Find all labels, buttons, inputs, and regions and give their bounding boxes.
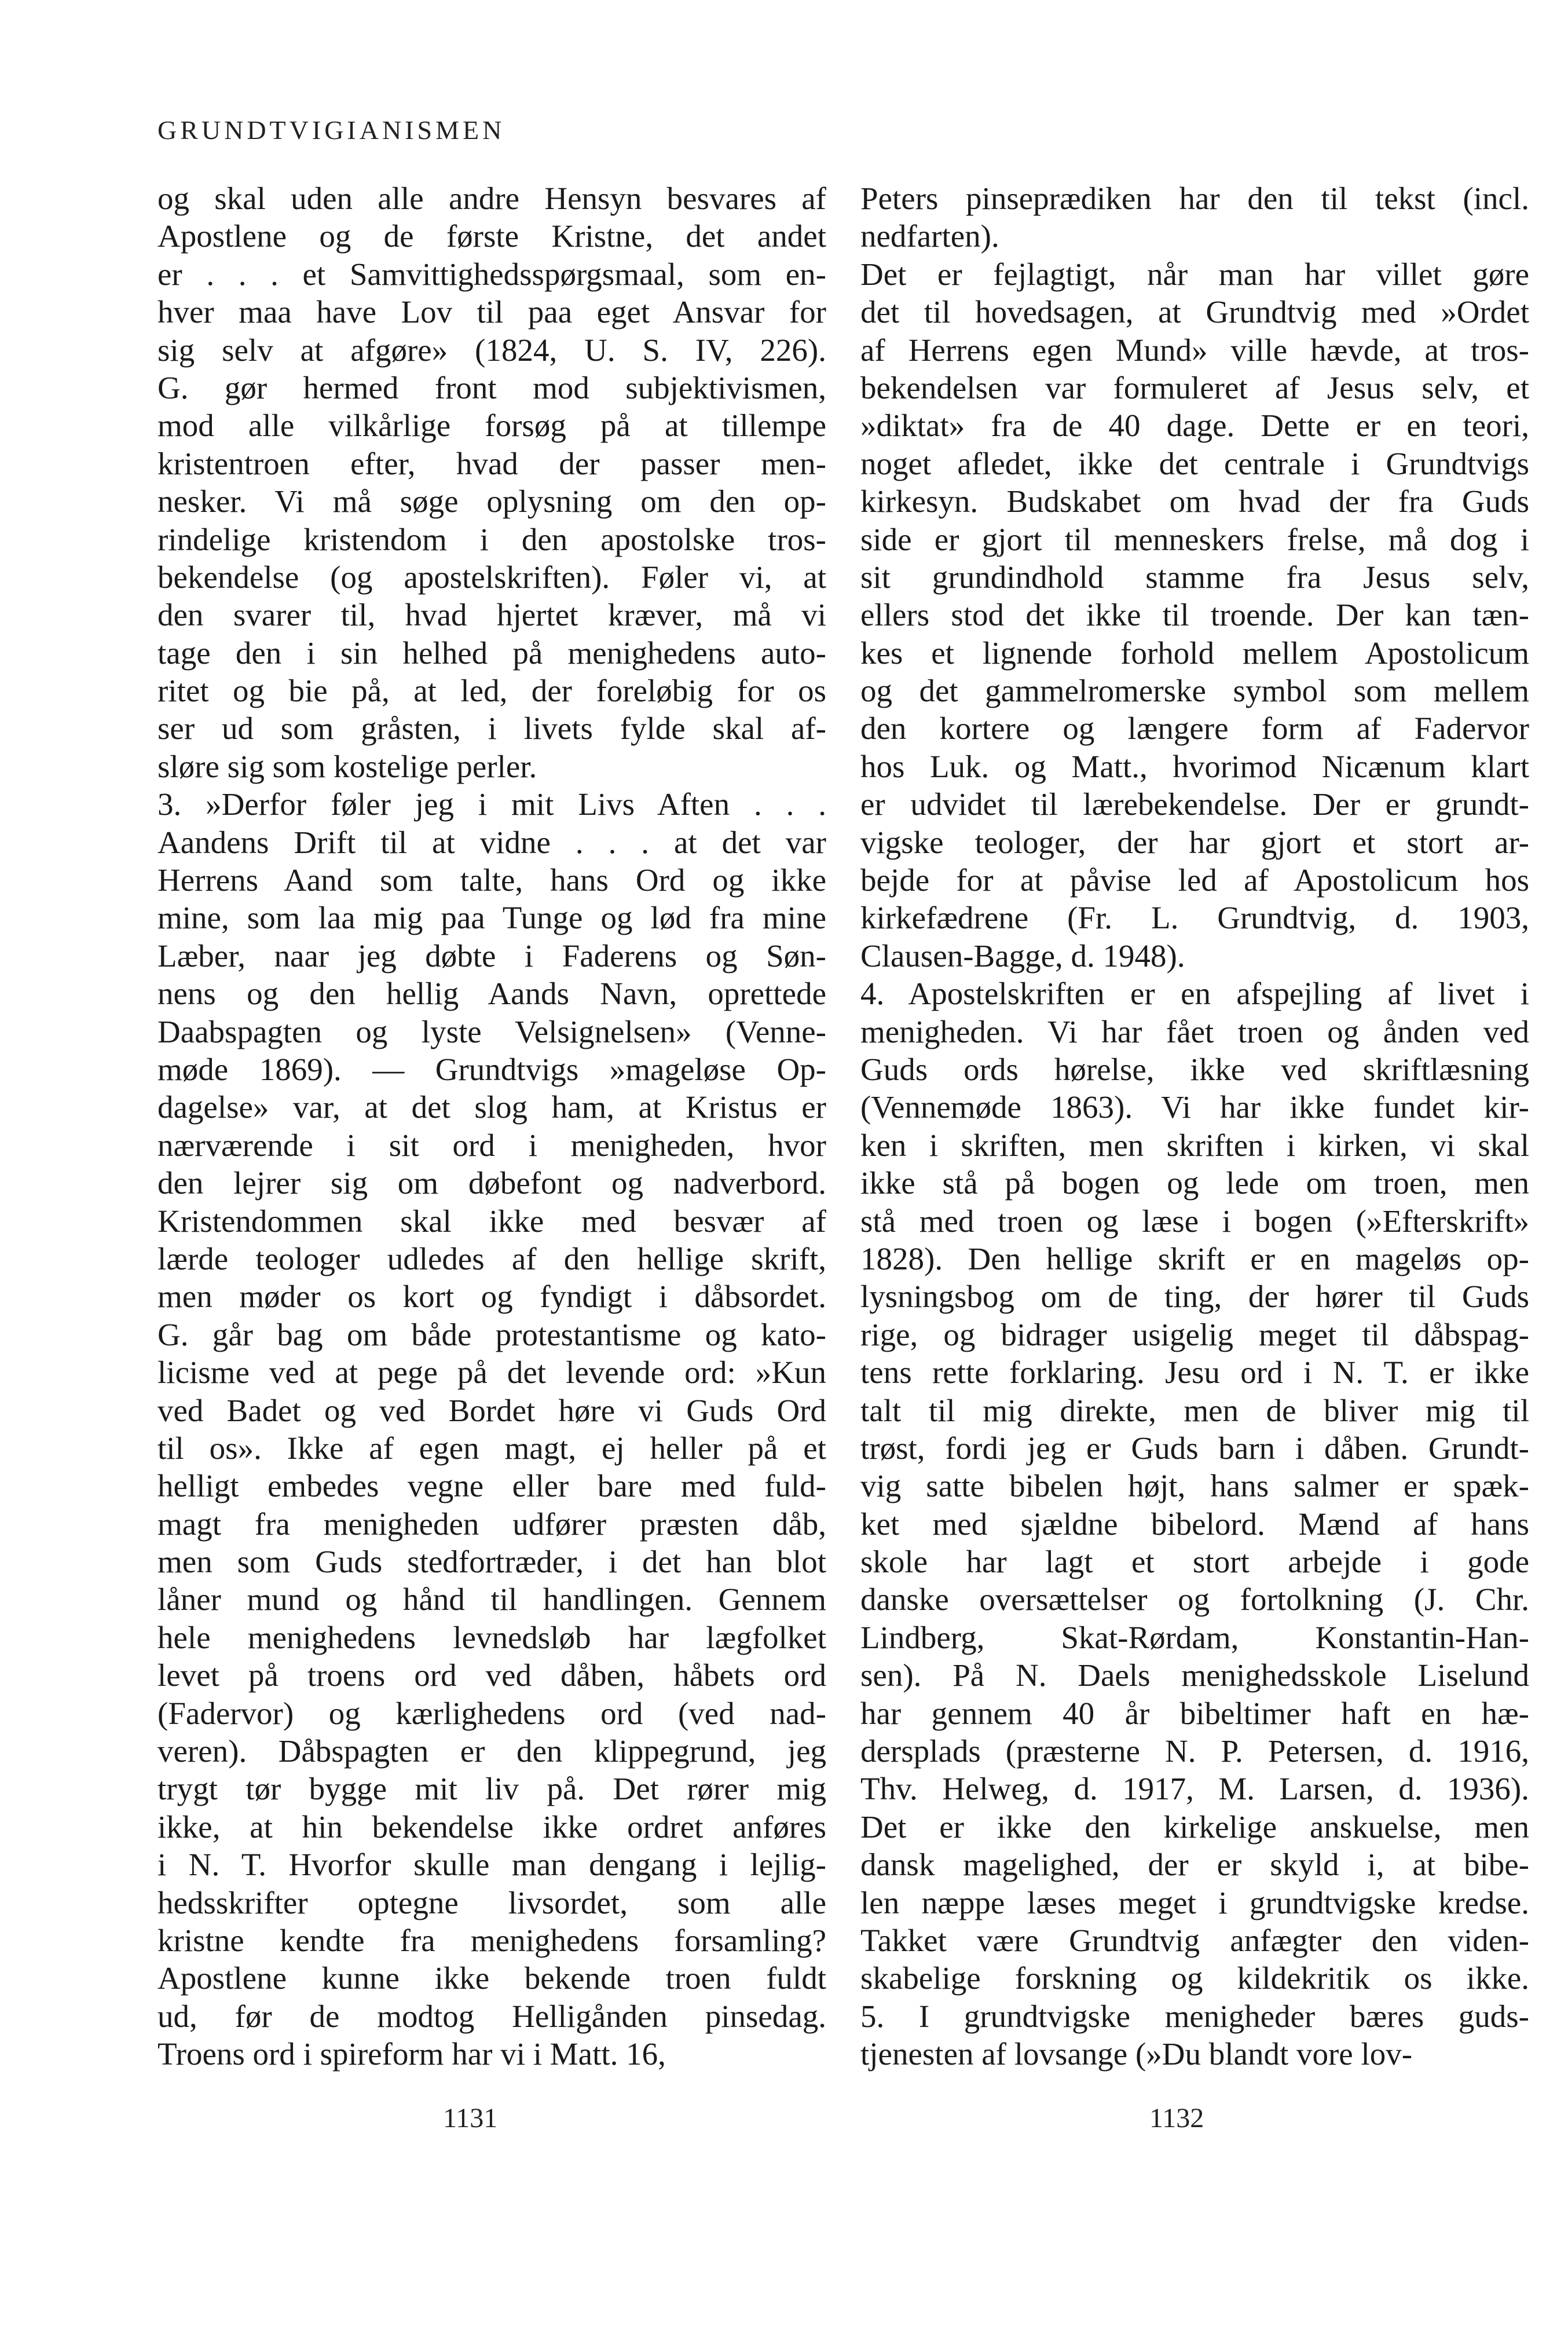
text-line: og skal uden alle andre Hensyn besvares af: [157, 181, 826, 216]
text-line: tjenesten af lovsange (»Du blandt vore lov-: [860, 2036, 1413, 2072]
text-line: nesker. Vi må søge oplysning om den op-: [157, 484, 826, 519]
text-line: kristentroen efter, hvad der passer men-: [157, 445, 826, 481]
text-line: tage den i sin helhed på menighedens auto-: [157, 635, 826, 671]
text-line: Kristendommen skal ikke med besvær af: [157, 1203, 826, 1239]
text-line: Apostlene og de første Kristne, det andet: [157, 218, 826, 254]
page-number-right: 1132: [1149, 2103, 1204, 2134]
text-line: til os». Ikke af egen magt, ej heller på et: [157, 1430, 826, 1466]
text-line: side er gjort til menneskers frelse, må dog i: [860, 521, 1529, 557]
text-line: bekendelsen var formuleret af Jesus selv, et: [860, 369, 1529, 405]
text-line: sløre sig som kostelige perler.: [157, 748, 537, 784]
text-line: kes et lignende forhold mellem Apostolicum: [860, 635, 1529, 671]
text-line: vigske teologer, der har gjort et stort ar-: [860, 824, 1529, 860]
text-line: men møder os kort og fyndigt i dåbsordet.: [157, 1279, 826, 1315]
text-line: hver maa have Lov til paa eget Ansvar for: [157, 294, 826, 330]
text-line: dersplads (præsterne N. P. Petersen, d. 1916,: [860, 1733, 1529, 1769]
text-line: Det er fejlagtigt, når man har villet gøre: [860, 256, 1529, 292]
text-line: Apostlene kunne ikke bekende troen fuldt: [157, 1960, 826, 1996]
text-line: den lejrer sig om døbefont og nadverbord.: [157, 1165, 826, 1201]
text-line: kirkefædrene (Fr. L. Grundtvig, d. 1903,: [860, 900, 1529, 936]
text-line: nens og den hellig Aands Navn, oprettede: [157, 976, 826, 1012]
text-line: magt fra menigheden udfører præsten dåb,: [157, 1506, 826, 1542]
text-line: ser ud som gråsten, i livets fylde skal af-: [157, 711, 826, 746]
text-line: og det gammelromerske symbol som mellem: [860, 673, 1529, 709]
text-line: kristne kendte fra menighedens forsamling?: [157, 1922, 826, 1958]
text-line: er udvidet til lærebekendelse. Der er grundt-: [860, 786, 1529, 822]
text-line: mod alle vilkårlige forsøg på at tillempe: [157, 408, 826, 444]
text-line: G. gør hermed front mod subjektivismen,: [157, 369, 826, 405]
text-line: helligt embedes vegne eller bare med fuld-: [157, 1468, 826, 1504]
text-line: Thv. Helweg, d. 1917, M. Larsen, d. 1936).: [860, 1771, 1529, 1807]
text-line: sig selv at afgøre» (1824, U. S. IV, 226).: [157, 332, 826, 368]
text-line: »diktat» fra de 40 dage. Dette er en teori,: [860, 408, 1529, 444]
text-line: Læber, naar jeg døbte i Faderens og Søn-: [157, 938, 826, 974]
text-line: ikke, at hin bekendelse ikke ordret anføres: [157, 1809, 826, 1845]
text-line: levet på troens ord ved dåben, håbets ord: [157, 1657, 826, 1693]
text-line: ellers stod det ikke til troende. Der kan tæn-: [860, 597, 1529, 633]
text-line: 4. Apostelskriften er en afspejling af livet i: [860, 976, 1529, 1012]
text-line: Guds ords hørelse, ikke ved skriftlæsning: [860, 1051, 1529, 1087]
text-line: Aandens Drift til at vidne . . . at det var: [157, 824, 826, 860]
text-line: af Herrens egen Mund» ville hævde, at tros-: [860, 332, 1529, 368]
text-line: Troens ord i spireform har vi i Matt. 16,: [157, 2036, 666, 2072]
text-line: nedfarten).: [860, 218, 999, 254]
text-line: Herrens Aand som talte, hans Ord og ikke: [157, 862, 826, 898]
text-line: skabelige forskning og kildekritik os ikke.: [860, 1960, 1529, 1996]
text-line: G. går bag om både protestantisme og kato-: [157, 1316, 826, 1352]
text-line: ket med sjældne bibelord. Mænd af hans: [860, 1506, 1529, 1542]
text-line: hos Luk. og Matt., hvorimod Nicænum klart: [860, 748, 1529, 784]
text-line: menigheden. Vi har fået troen og ånden ved: [860, 1013, 1529, 1049]
text-line: (Fadervor) og kærlighedens ord (ved nad-: [157, 1695, 826, 1731]
text-line: Peters pinseprædiken har den til tekst (incl.: [860, 181, 1529, 216]
text-line: den svarer til, hvad hjertet kræver, må vi: [157, 597, 826, 633]
text-line: Lindberg, Skat-Rørdam, Konstantin-Han-: [860, 1619, 1529, 1655]
text-line: skole har lagt et stort arbejde i gode: [860, 1544, 1529, 1580]
text-line: trygt tør bygge mit liv på. Det rører mig: [157, 1771, 826, 1807]
text-line: hedsskrifter optegne livsordet, som alle: [157, 1884, 826, 1920]
left-column: [157, 180, 826, 2073]
text-line: ritet og bie på, at led, der foreløbig for os: [157, 673, 826, 709]
text-line: Det er ikke den kirkelige anskuelse, men: [860, 1809, 1529, 1845]
text-line: sen). På N. Daels menighedsskole Liselund: [860, 1657, 1529, 1693]
text-line: ud, før de modtog Helligånden pinsedag.: [157, 1998, 826, 2034]
text-line: dagelse» var, at det slog ham, at Kristus er: [157, 1089, 826, 1125]
text-line: 1828). Den hellige skrift er en mageløs op-: [860, 1240, 1529, 1276]
text-line: lysningsbog om de ting, der hører til Guds: [860, 1279, 1529, 1315]
text-line: rige, og bidrager usigelig meget til dåbspag-: [860, 1316, 1529, 1352]
text-line: vig satte bibelen højt, hans salmer er spæk-: [860, 1468, 1529, 1504]
text-line: hele menighedens levnedsløb har lægfolket: [157, 1619, 826, 1655]
text-line: den kortere og længere form af Fadervor: [860, 711, 1529, 746]
text-line: len næppe læses meget i grundtvigske kredse.: [860, 1884, 1529, 1920]
text-line: 5. I grundtvigske menigheder bæres guds-: [860, 1998, 1529, 2034]
running-header: GRUNDTVIGIANISMEN: [157, 115, 505, 145]
text-line: ikke stå på bogen og lede om troen, men: [860, 1165, 1529, 1201]
text-line: (Vennemøde 1863). Vi har ikke fundet kir-: [860, 1089, 1529, 1125]
text-line: noget afledet, ikke det centrale i Grundtvigs: [860, 445, 1529, 481]
text-line: Daabspagten og lyste Velsignelsen» (Venne-: [157, 1013, 826, 1049]
text-line: dansk magelighed, der er skyld i, at bibe-: [860, 1847, 1529, 1883]
text-line: i N. T. Hvorfor skulle man dengang i lejlig-: [157, 1847, 826, 1883]
text-line: stå med troen og læse i bogen (»Efterskrift»: [860, 1203, 1529, 1239]
text-line: men som Guds stedfortræder, i det han blot: [157, 1544, 826, 1580]
text-line: det til hovedsagen, at Grundtvig med »Ordet: [860, 294, 1529, 330]
text-line: er . . . et Samvittighedsspørgsmaal, som en-: [157, 256, 826, 292]
text-line: danske oversættelser og fortolkning (J. Chr.: [860, 1582, 1529, 1618]
text-line: mine, som laa mig paa Tunge og lød fra mine: [157, 900, 826, 936]
text-line: talt til mig direkte, men de bliver mig til: [860, 1392, 1529, 1428]
text-line: nærværende i sit ord i menigheden, hvor: [157, 1127, 826, 1163]
text-line: licisme ved at pege på det levende ord: »Kun: [157, 1355, 826, 1390]
text-line: Clausen-Bagge, d. 1948).: [860, 938, 1185, 974]
text-line: låner mund og hånd til handlingen. Gennem: [157, 1582, 826, 1618]
text-line: tens rette forklaring. Jesu ord i N. T. er ikke: [860, 1355, 1529, 1390]
text-line: ken i skriften, men skriften i kirken, vi skal: [860, 1127, 1529, 1163]
page-number-left: 1131: [443, 2103, 498, 2134]
text-line: bejde for at påvise led af Apostolicum hos: [860, 862, 1529, 898]
text-line: lærde teologer udledes af den hellige skrift,: [157, 1240, 826, 1276]
text-line: veren). Dåbspagten er den klippegrund, jeg: [157, 1733, 826, 1769]
text-line: bekendelse (og apostelskriften). Føler vi, at: [157, 559, 826, 595]
text-line: ved Badet og ved Bordet høre vi Guds Ord: [157, 1392, 826, 1428]
text-line: 3. »Derfor føler jeg i mit Livs Aften . . .: [157, 786, 826, 822]
right-column: [860, 180, 1529, 2073]
text-line: møde 1869). — Grundtvigs »mageløse Op-: [157, 1051, 826, 1087]
text-line: trøst, fordi jeg er Guds barn i dåben. Grundt-: [860, 1430, 1529, 1466]
text-line: rindelige kristendom i den apostolske tros-: [157, 521, 826, 557]
text-line: har gennem 40 år bibeltimer haft en hæ-: [860, 1695, 1529, 1731]
text-line: sit grundindhold stamme fra Jesus selv,: [860, 559, 1529, 595]
text-line: kirkesyn. Budskabet om hvad der fra Guds: [860, 484, 1529, 519]
text-line: Takket være Grundtvig anfægter den viden-: [860, 1922, 1529, 1958]
